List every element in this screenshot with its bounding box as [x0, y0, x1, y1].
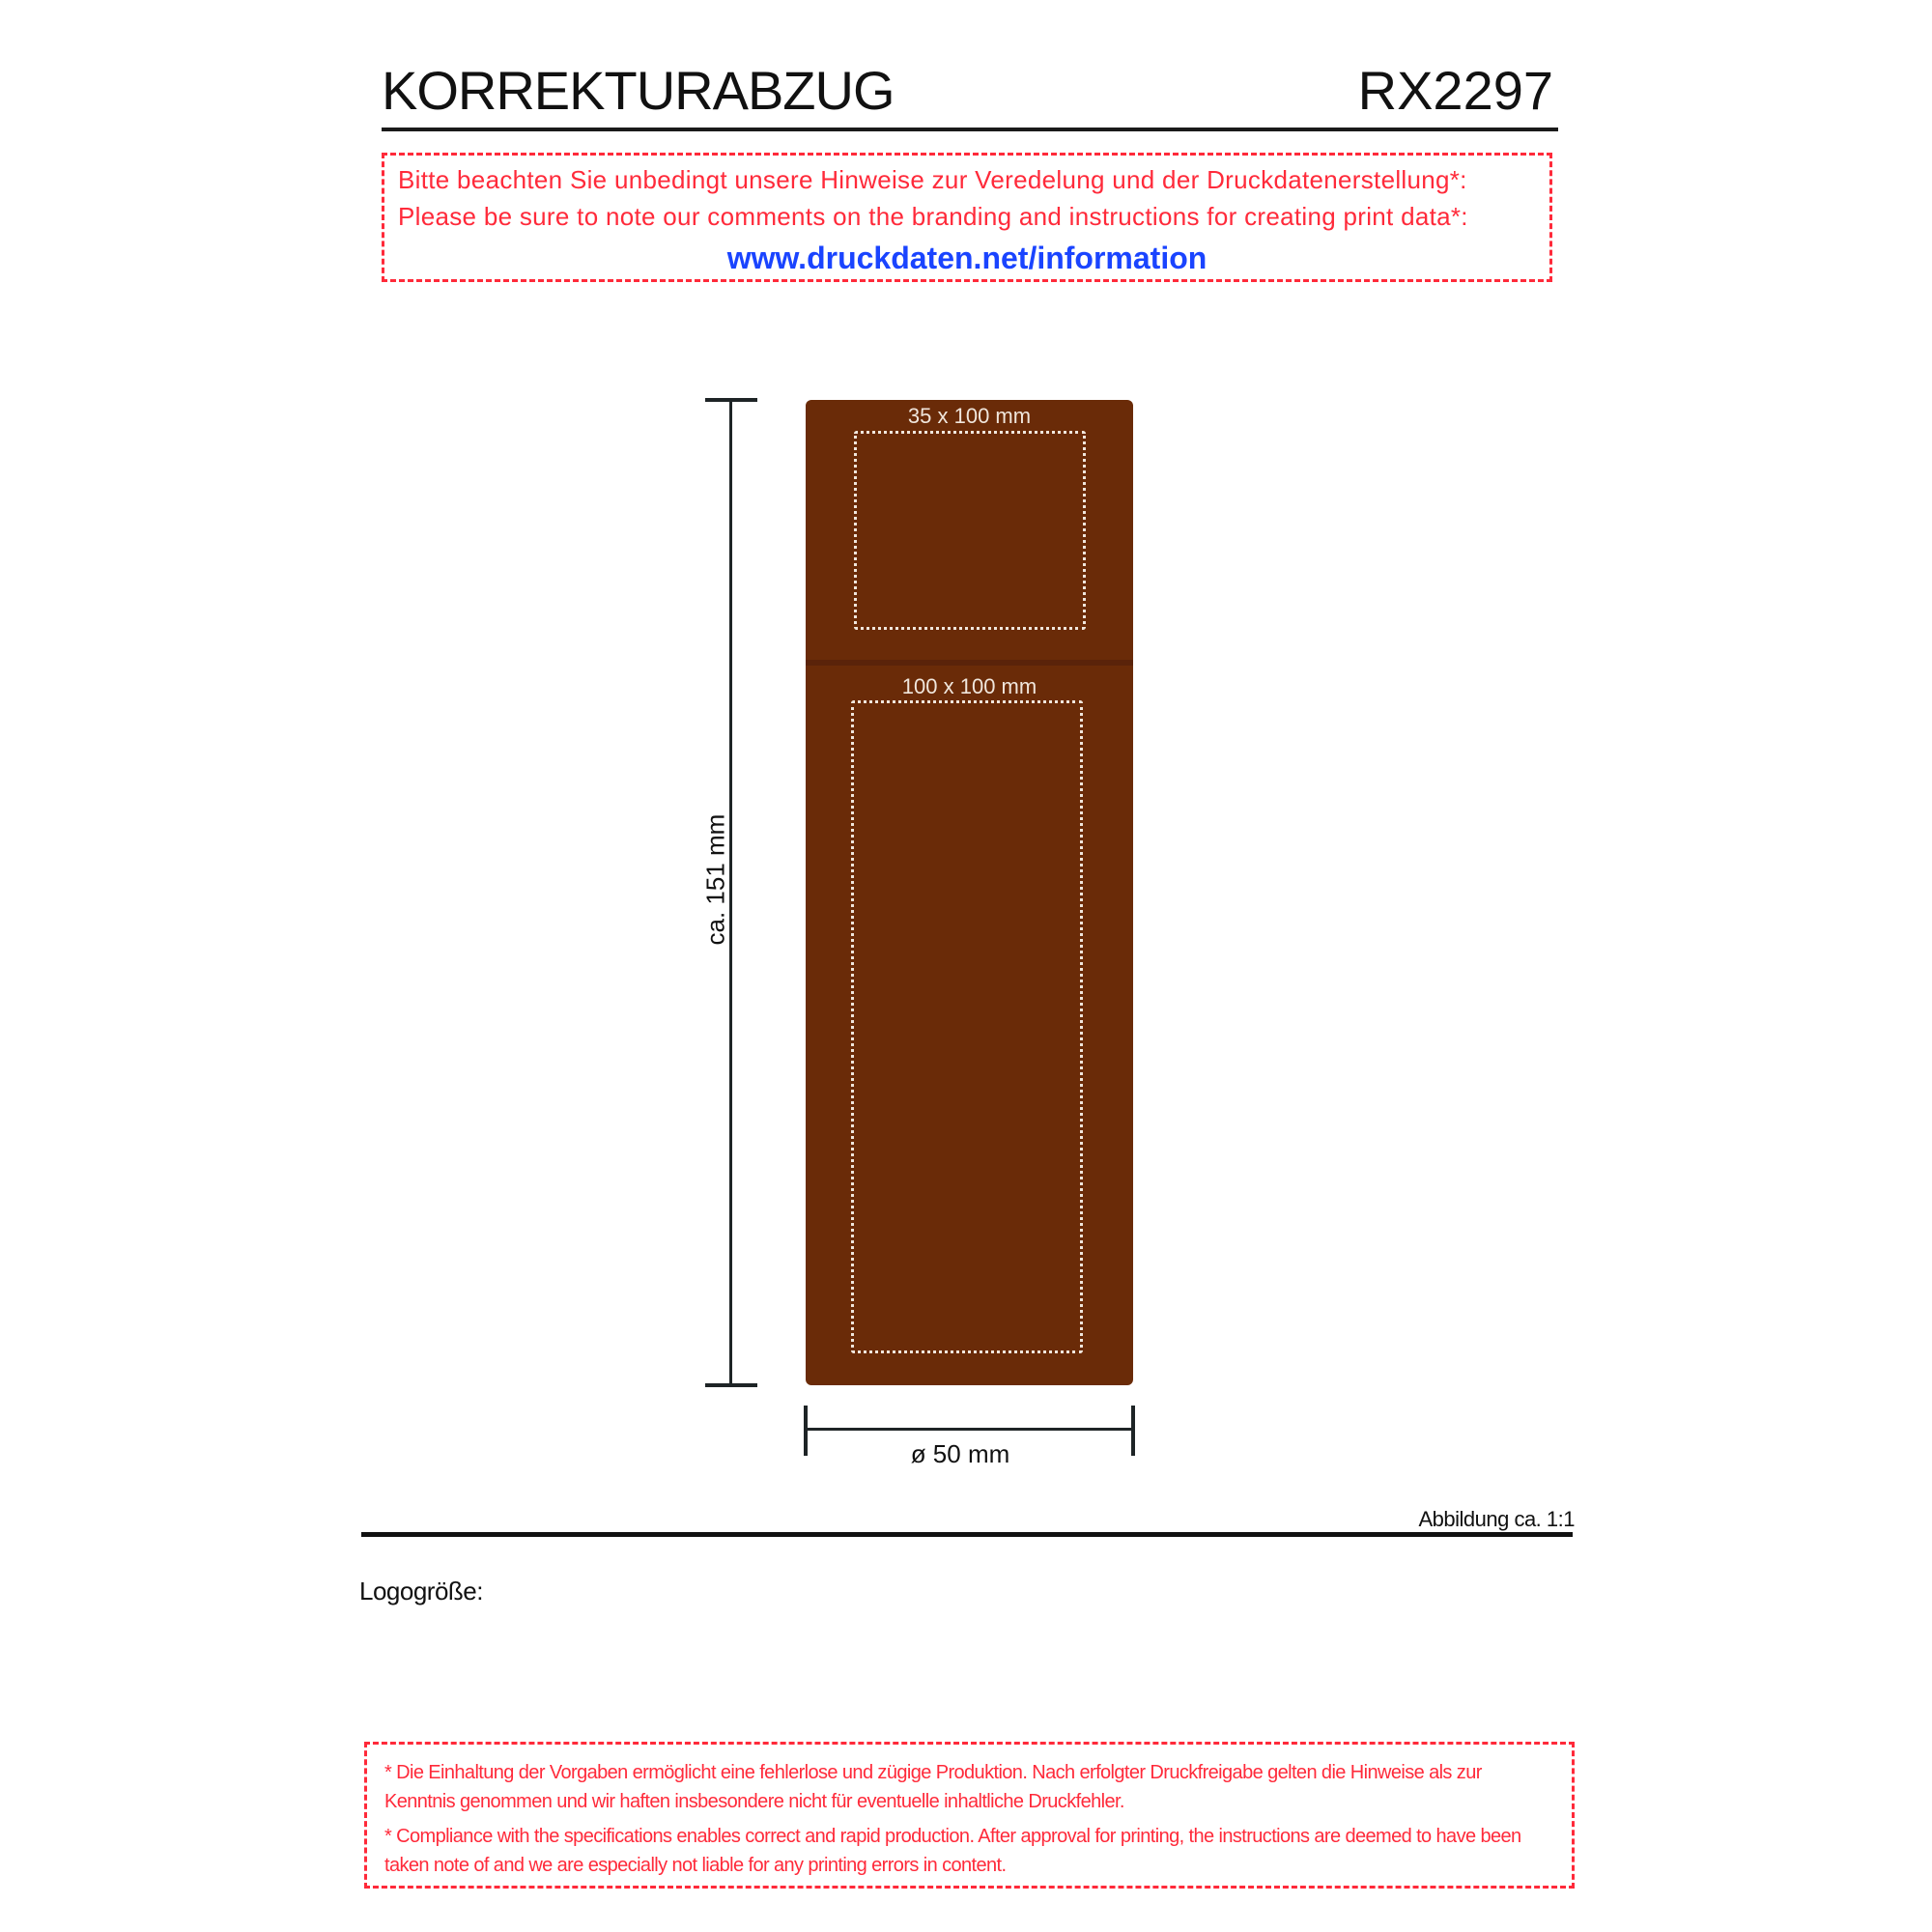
width-dimension-cap-right	[1131, 1406, 1135, 1456]
zone-label-body: 100 x 100 mm	[901, 674, 1037, 698]
disclaimer-box	[364, 1742, 1575, 1889]
section-divider	[361, 1532, 1573, 1537]
zone-label-cap: 35 x 100 mm	[907, 404, 1032, 428]
notice-line-en: Please be sure to note our comments on the branding and instructions for creating print data*:	[398, 202, 1468, 231]
article-code: RX2297	[1357, 60, 1553, 121]
disclaimer-en: * Compliance with the specifications enables correct and rapid production. After approval for printing, the instructions are deemed to have been taken note of and we are especially not liable for any printing errors in content.	[384, 1826, 1521, 1876]
height-dimension-label: ca. 151 mm	[700, 813, 730, 946]
notice-box	[382, 153, 1552, 282]
info-link[interactable]: www.druckdaten.net/information	[726, 241, 1208, 275]
page-title: KORREKTURABZUG	[382, 60, 895, 121]
width-dimension-line	[806, 1428, 1133, 1431]
header-divider	[382, 128, 1558, 131]
scale-label: Abbildung ca. 1:1	[1418, 1507, 1575, 1531]
print-zone-cap	[854, 431, 1086, 630]
notice-line-de: Bitte beachten Sie unbedingt unsere Hinweise zur Veredelung und der Druckdatenerstellung*:	[398, 165, 1467, 194]
product-cap-seam	[806, 660, 1133, 666]
print-zone-body	[851, 700, 1083, 1353]
width-dimension-label: ø 50 mm	[910, 1439, 1010, 1468]
disclaimer-de: * Die Einhaltung der Vorgaben ermöglicht eine fehlerlose und zügige Produktion. Nach erfolgter Druckfreigabe gelten die Hinweise als zur Kenntnis genommen und wir haften insbesondere nicht für eventuelle inhaltliche Druckfehler.	[384, 1762, 1482, 1812]
logo-size-label: Logogröße:	[359, 1577, 483, 1605]
height-dimension-cap-bottom	[705, 1383, 757, 1387]
